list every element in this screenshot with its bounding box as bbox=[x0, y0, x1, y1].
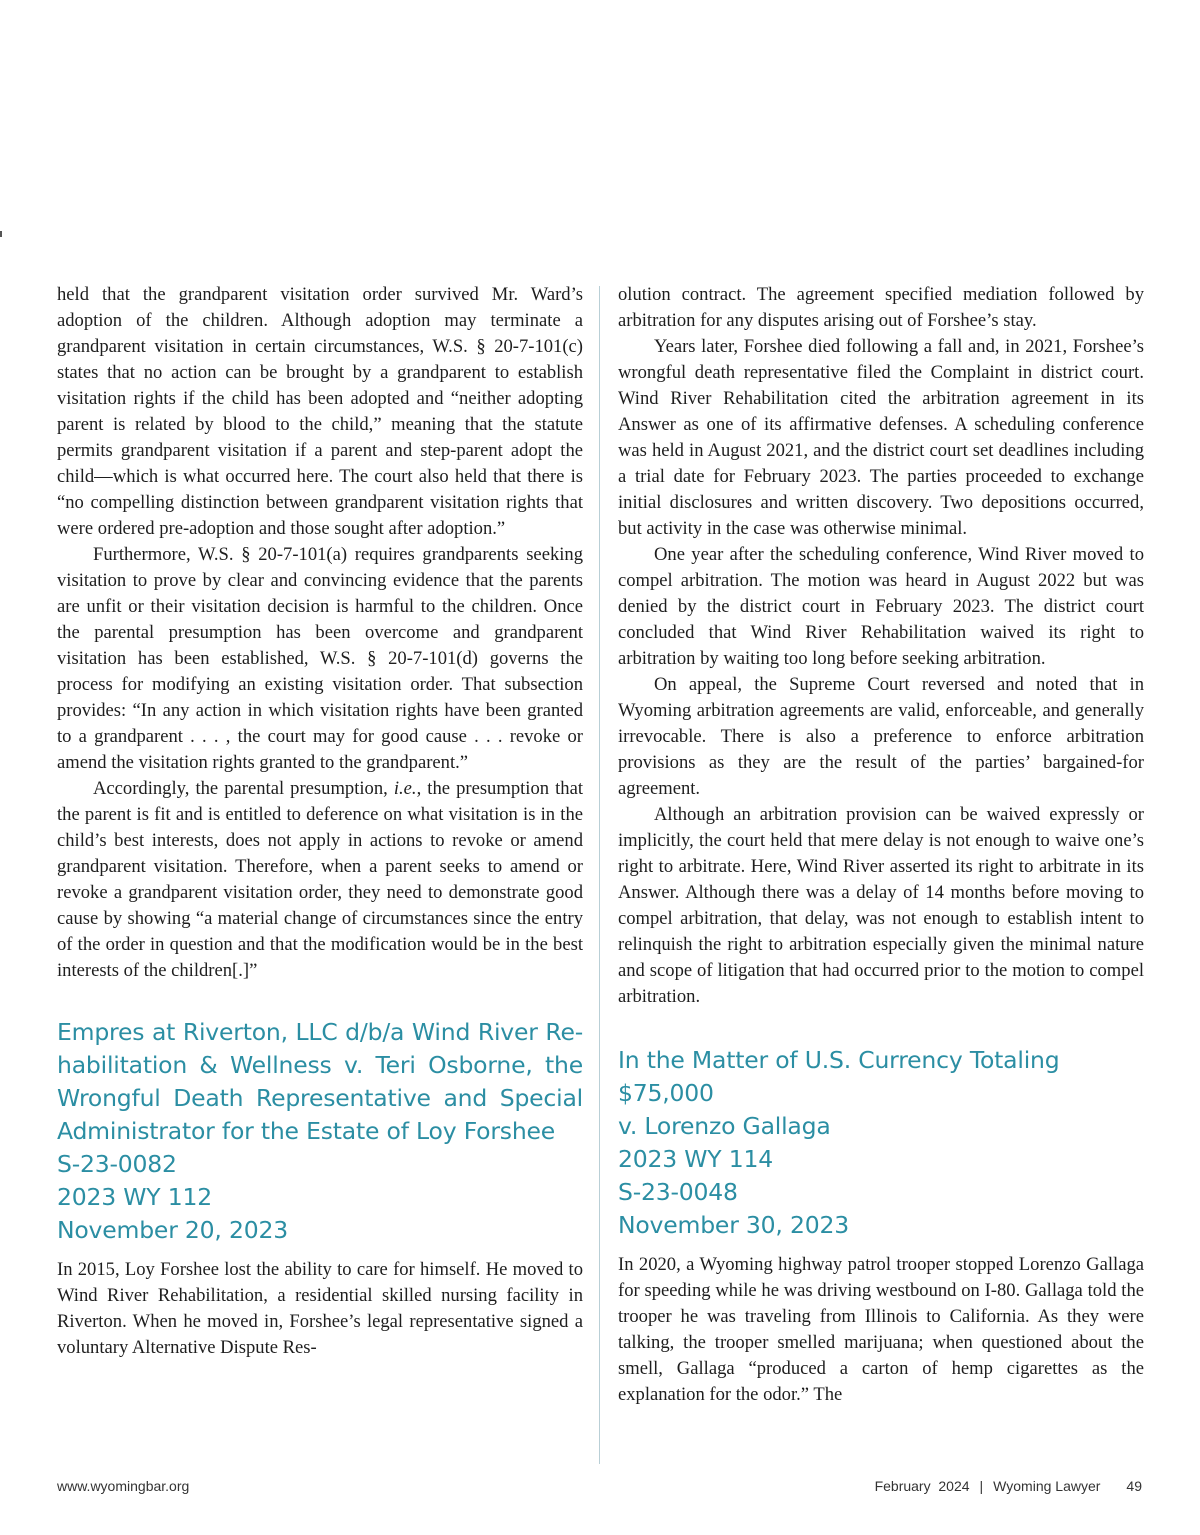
left-column bbox=[57, 282, 583, 1361]
body-paragraph: olution contract. The agreement specified mediation followed by arbitration for any disputes arising out of Forshee’s stay. bbox=[618, 284, 1144, 331]
footer-issue-info bbox=[875, 1478, 1142, 1494]
case-title-line: Wrongful Death Representative and Special bbox=[57, 1084, 583, 1112]
case-title-line: Empres at Riverton, LLC d/b/a Wind River Re- bbox=[57, 1018, 583, 1046]
case-date: November 30, 2023 bbox=[618, 1211, 849, 1239]
body-paragraph: One year after the scheduling conference, Wind River moved to compel arbitration. The motion was heard in August 2022 but was denied by the district court in February 2023. The district court concluded that Wind River Rehabilitation waived its right to arbitration by waiting too long before seeking arbitration. bbox=[618, 544, 1144, 669]
footer-publication: Wyoming Lawyer bbox=[993, 1478, 1101, 1494]
case-heading bbox=[57, 1016, 583, 1247]
case-citation: 2023 WY 112 bbox=[57, 1183, 212, 1211]
case-docket: S-23-0048 bbox=[618, 1178, 738, 1206]
body-paragraph bbox=[57, 776, 583, 984]
case-heading bbox=[618, 1044, 1144, 1242]
case-title-line: habilitation & Wellness v. Teri Osborne, the bbox=[57, 1051, 583, 1079]
case-title-line: v. Lorenzo Gallaga bbox=[618, 1112, 831, 1140]
body-paragraph: Although an arbitration provision can be waived expressly or implicitly, the court held that mere delay is not enough to waive one’s right to arbitrate. Here, Wind River asserted its right to arbitrate in its Answer. Although there was a delay of 14 months before moving to compel arbitration, that delay, was not enough to establish intent to relinquish the right to arbitration especially given the minimal nature and scope of litigation that had occurred prior to the motion to compel arbitration. bbox=[618, 804, 1144, 1007]
body-paragraph: Furthermore, W.S. § 20-7-101(a) requires grandparents seeking visitation to prove by clear and convincing evidence that the parents are unfit or their visitation decision is harmful to the children. Once the parental presumption has been overcome and grandparent visitation has been established, W.S. § 20-7-101(d) governs the process for modifying an existing visitation order. That subsection provides: “In any action in which visitation rights have been granted to a grandparent . . . , the court may for good cause . . . revoke or amend the visitation rights granted to the grandparent.” bbox=[57, 544, 583, 773]
footer-issue-date: February 2024 bbox=[874, 1478, 970, 1494]
edge-mark bbox=[0, 231, 2, 237]
body-paragraph: held that the grandparent visitation order survived Mr. Ward’s adoption of the children. Although adoption may terminate a grandparent visitation in certain circumstances, W.S. § 20-7-101(c) states that no action can be brought by a grandparent to establish visitation rights if the child has been adopted and “neither adopting parent is related by blood to the child,” meaning that the statute permits grandparent visitation if a parent and step-parent adopt the child—which is what occurred here. The court also held that there is “no compelling distinction between grandparent visitation rights that were ordered pre-adoption and those sought after adoption.” bbox=[57, 284, 583, 539]
case-date: November 20, 2023 bbox=[57, 1216, 288, 1244]
body-paragraph: Years later, Forshee died following a fall and, in 2021, Forshee’s wrongful death representative filed the Complaint in district court. Wind River Rehabilitation cited the arbitration agreement in its Answer as one of its affirmative defenses. A scheduling conference was held in August 2021, and the district court set deadlines including a trial date for February 2023. The parties proceeded to exchange initial disclosures and written discovery. Two depositions occurred, but activity in the case was otherwise minimal. bbox=[618, 336, 1144, 539]
footer-separator: | bbox=[979, 1478, 984, 1494]
case-docket: S-23-0082 bbox=[57, 1150, 177, 1178]
case-title-line: In the Matter of U.S. Currency Totaling $75,000 bbox=[618, 1046, 1060, 1107]
italic-abbreviation: i.e. bbox=[393, 778, 417, 799]
footer-website: www.wyomingbar.org bbox=[57, 1478, 190, 1494]
case-citation: 2023 WY 114 bbox=[618, 1145, 773, 1173]
page-number: 49 bbox=[1126, 1478, 1142, 1494]
case-title-line: Administrator for the Estate of Loy Forshee bbox=[57, 1117, 556, 1145]
body-paragraph: In 2020, a Wyoming highway patrol trooper stopped Lorenzo Gallaga for speeding while he was driving westbound on I-80. Gallaga told the trooper he was traveling from Illinois to California. As they were talking, the trooper smelled marijuana; when questioned about the smell, Gallaga “produced a carton of hemp cigarettes as the explanation for the odor.” The bbox=[618, 1254, 1144, 1405]
body-text: Accordingly, the parental presumption, bbox=[93, 778, 394, 799]
right-column bbox=[618, 282, 1144, 1408]
body-paragraph: In 2015, Loy Forshee lost the ability to care for himself. He moved to Wind River Rehabilitation, a residential skilled nursing facility in Riverton. When he moved in, Forshee’s legal representative signed a voluntary Alternative Dispute Res- bbox=[57, 1259, 583, 1358]
body-paragraph: On appeal, the Supreme Court reversed and noted that in Wyoming arbitration agreements are valid, enforceable, and generally irrevocable. There is also a preference to enforce arbitration provisions as they are the result of the parties’ bargained-for agreement. bbox=[618, 674, 1144, 799]
column-divider bbox=[599, 286, 600, 1464]
body-text: , the presumption that the parent is fit and is entitled to deference on what visitation is in the child’s best interests, does not apply in actions to revoke or amend grandparent visitation. Therefore, when a parent seeks to amend or revoke a grandparent visitation order, they need to demonstrate good cause by showing “a material change of circumstances since the entry of the order in question and that the modification would be in the best interests of the children[.]” bbox=[57, 778, 583, 981]
